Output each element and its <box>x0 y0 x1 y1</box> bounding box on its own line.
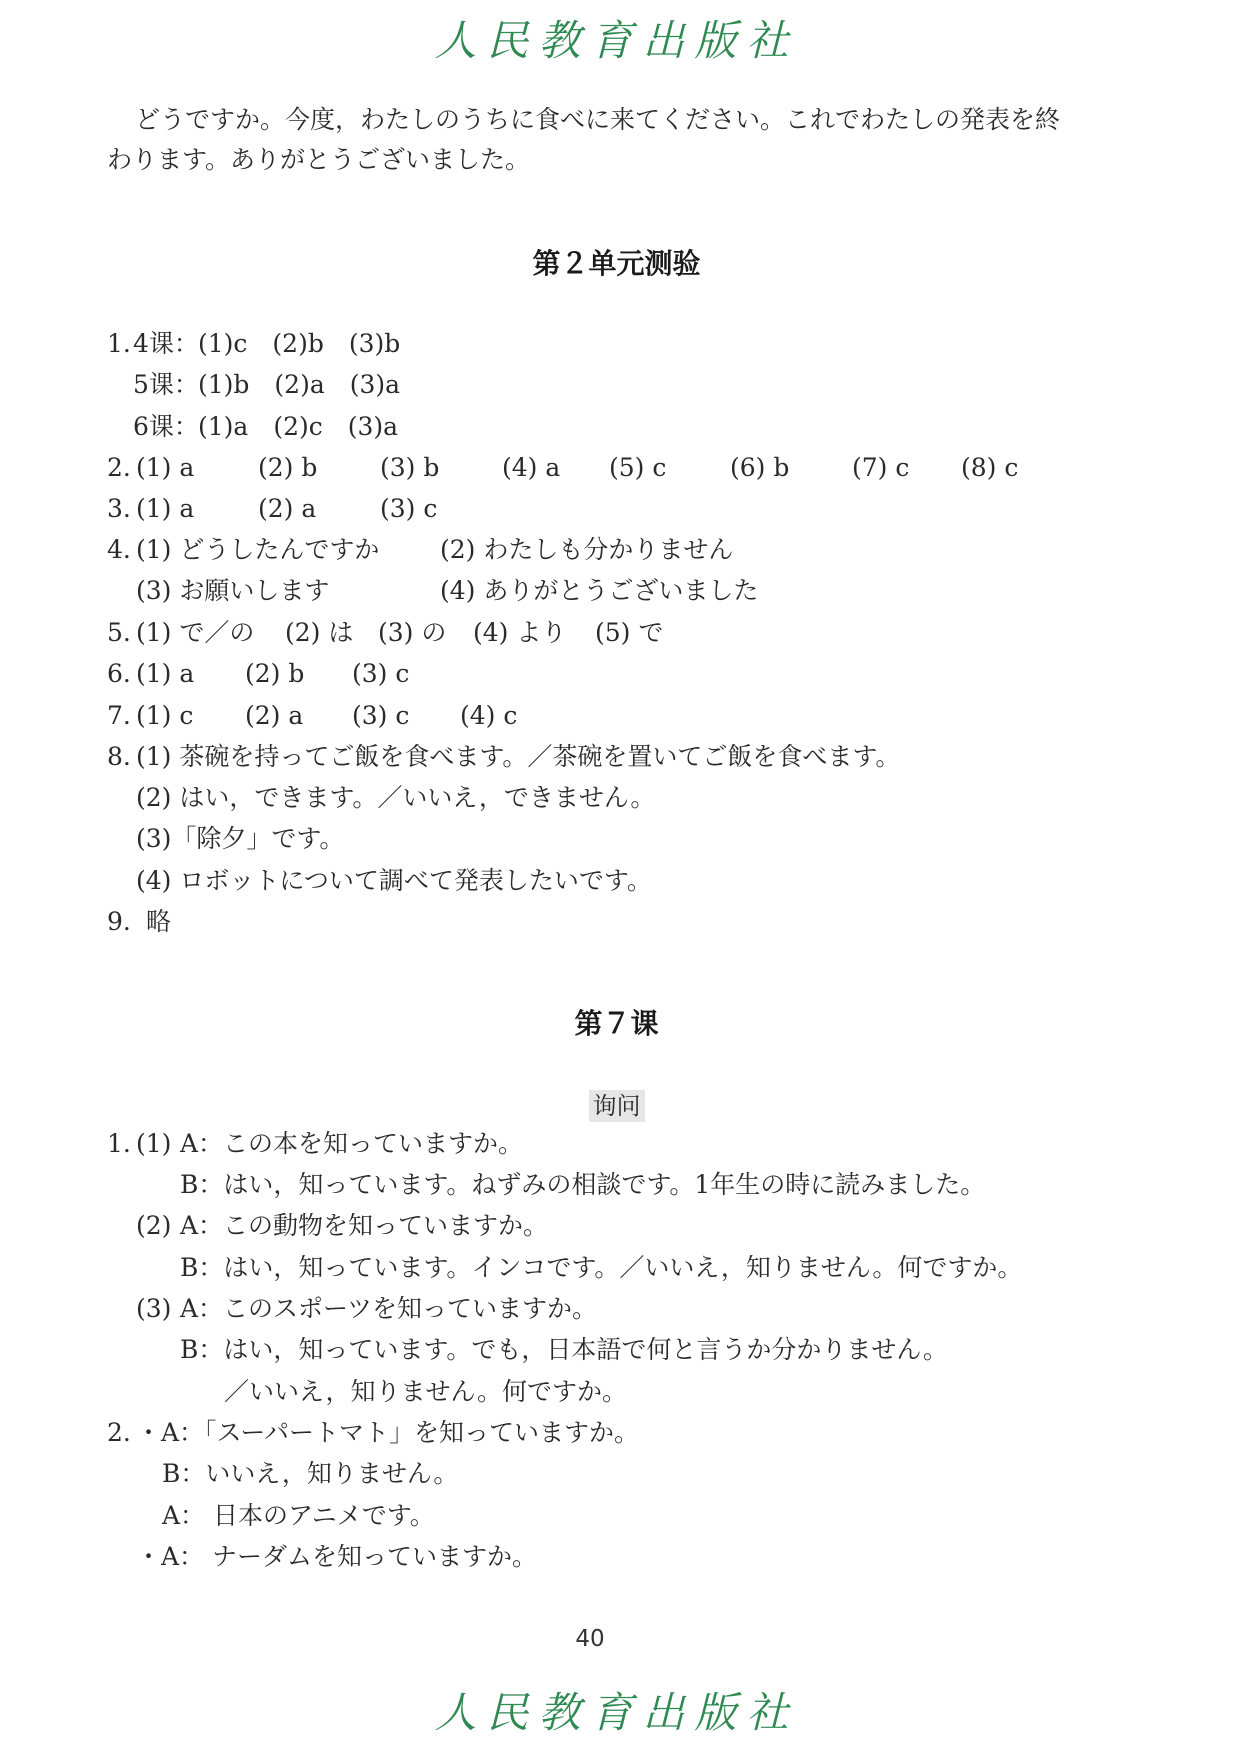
q7-number: 7. <box>107 701 131 730</box>
intro-line-1: どうですか。今度，わたしのうちに食べに来てください。これでわたしの発表を終 <box>135 105 1061 134</box>
q8-answer-1: (1) 茶碗を持ってご飯を食べます。／茶碗を置いてご飯を食べます。 <box>136 742 901 771</box>
section-title-lesson-7: 第７课 <box>574 1007 659 1040</box>
q7-answer: (2) a <box>245 701 304 730</box>
q4-answer-3: (3) お願いします <box>136 576 330 605</box>
publisher-logo-footer: 人民教育出版社 <box>434 1688 799 1737</box>
q2-answer: (3) b <box>380 453 440 482</box>
q3-answer: (2) a <box>258 494 317 523</box>
q2-answer: (5) c <box>609 453 667 482</box>
q4-answer-2: (2) わたしも分かりません <box>440 535 734 564</box>
q5-answer: (4) より <box>473 618 567 647</box>
l7-q1-p1-label: (1) <box>136 1129 172 1158</box>
q2-answer: (8) c <box>961 453 1019 482</box>
intro-line-2: わります。ありがとうございました。 <box>107 145 531 174</box>
q1-row3-label: 6课： <box>133 412 199 441</box>
l7-q1-p3-line-a: A：このスポーツを知っていますか。 <box>180 1294 598 1323</box>
l7-q1-p2-line-a: A：この動物を知っていますか。 <box>180 1211 549 1240</box>
l7-q2-number: 2. <box>107 1418 131 1447</box>
q8-number: 8. <box>107 742 131 771</box>
q7-answer: (3) c <box>352 701 410 730</box>
section-subtitle-inquiry: 询问 <box>589 1090 645 1122</box>
l7-q2-dialog1-line-a: ・A：「スーパートマト」を知っていますか。 <box>136 1418 640 1447</box>
q1-row3-answers: (1)a (2)c (3)a <box>198 412 399 441</box>
q1-row2-label: 5课： <box>133 370 199 399</box>
q5-answer: (3) の <box>378 618 447 647</box>
q8-answer-4: (4) ロボットについて調べて発表したいです。 <box>136 866 652 895</box>
q5-answer: (2) は <box>285 618 354 647</box>
subtitle-wrapper <box>0 1086 1233 1121</box>
q6-answer: (3) c <box>352 659 410 688</box>
l7-q1-p3-label: (3) <box>136 1294 172 1323</box>
q1-row1-label: 4课： <box>133 329 199 358</box>
q4-answer-1: (1) どうしたんですか <box>136 535 380 564</box>
l7-q1-p1-line-a: A：この本を知っていますか。 <box>180 1129 524 1158</box>
q5-answer: (5) で <box>595 618 664 647</box>
q5-number: 5. <box>107 618 131 647</box>
l7-q1-p3-line-c: ／いいえ，知りません。何ですか。 <box>224 1377 628 1406</box>
q4-number: 4. <box>107 535 131 564</box>
l7-q2-dialog1-line-c: A： 日本のアニメです。 <box>162 1501 435 1530</box>
q1-row1-answers: (1)c (2)b (3)b <box>198 329 401 358</box>
q2-answer: (4) a <box>502 453 561 482</box>
l7-q1-p2-line-b: B：はい，知っています。インコです。／いいえ，知りません。何ですか。 <box>180 1253 1023 1282</box>
q8-answer-2: (2) はい，できます。／いいえ，できません。 <box>136 783 656 812</box>
q9-answer: 略 <box>146 907 172 936</box>
q3-number: 3. <box>107 494 131 523</box>
q7-answer: (1) c <box>136 701 194 730</box>
l7-q2-dialog2-line-a: ・A： ナーダムを知っていますか。 <box>136 1542 538 1571</box>
q2-answer: (1) a <box>136 453 195 482</box>
page-number: 40 <box>575 1626 605 1652</box>
q8-answer-3: (3)「除夕」です。 <box>136 824 345 853</box>
q2-answer: (7) c <box>852 453 910 482</box>
q7-answer: (4) c <box>460 701 518 730</box>
q5-answer: (1) で／の <box>136 618 255 647</box>
l7-q2-dialog1-line-b: B：いいえ，知りません。 <box>162 1459 459 1488</box>
publisher-logo-header: 人民教育出版社 <box>434 16 799 65</box>
q2-answer: (6) b <box>730 453 790 482</box>
q6-number: 6. <box>107 659 131 688</box>
l7-q1-p3-line-b: B：はい，知っています。でも，日本語で何と言うか分かりません。 <box>180 1335 948 1364</box>
q3-answer: (1) a <box>136 494 195 523</box>
l7-q1-p2-label: (2) <box>136 1211 172 1240</box>
q2-answer: (2) b <box>258 453 318 482</box>
l7-q1-number: 1. <box>107 1129 131 1158</box>
q9-number: 9. <box>107 907 131 936</box>
q4-answer-4: (4) ありがとうございました <box>440 576 759 605</box>
q6-answer: (2) b <box>245 659 305 688</box>
q1-number: 1. <box>107 329 131 358</box>
q6-answer: (1) a <box>136 659 195 688</box>
q3-answer: (3) c <box>380 494 438 523</box>
q2-number: 2. <box>107 453 131 482</box>
l7-q1-p1-line-b: B：はい，知っています。ねずみの相談です。1年生の時に読みました。 <box>180 1170 986 1199</box>
section-title-unit-test: 第２单元测验 <box>532 247 701 280</box>
q1-row2-answers: (1)b (2)a (3)a <box>198 370 401 399</box>
